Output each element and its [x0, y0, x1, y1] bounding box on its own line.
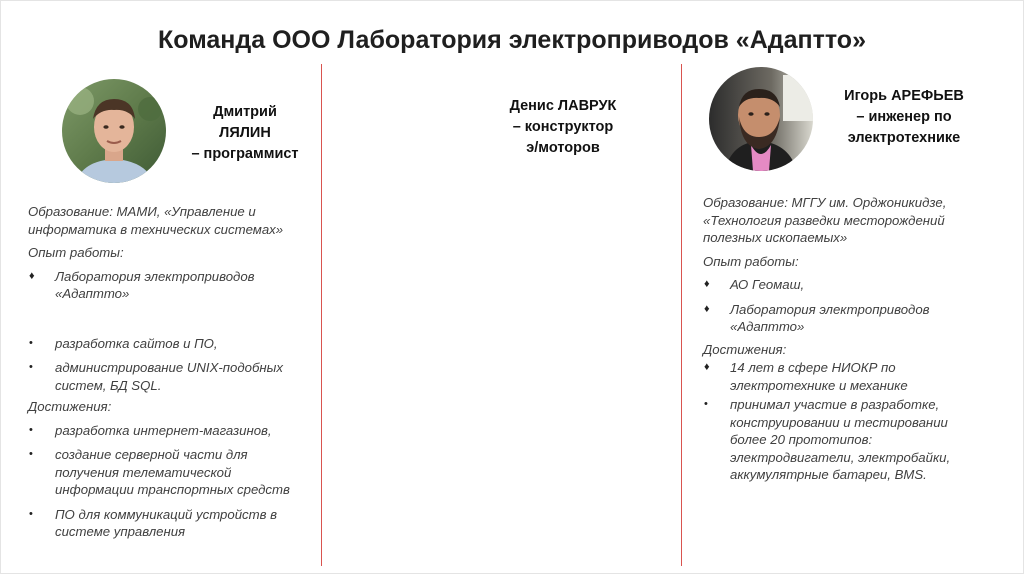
dot-bullet-icon: • — [29, 507, 33, 520]
photo-igor-arefyev — [709, 67, 813, 171]
achievements-label: Достижения: — [28, 399, 112, 414]
item-text: администрирование UNIX-подобных систем, БД SQL. — [55, 360, 283, 393]
item-text: создание серверной части для получения телематической информации транспортных средств — [55, 447, 290, 497]
item-text: Лаборатория электроприводов «Адаптто» — [55, 268, 255, 301]
name-line: – конструктор — [512, 119, 614, 135]
list-item — [28, 268, 313, 303]
column-divider-left — [321, 64, 322, 566]
diamond-bullet-icon: ♦ — [704, 302, 710, 315]
list-item — [28, 359, 313, 394]
diamond-bullet-icon: ♦ — [704, 278, 710, 290]
name-line: Дмитрий — [213, 104, 277, 120]
achievements-list — [28, 422, 313, 541]
name-line: – программист — [191, 146, 299, 162]
experience-label: Опыт работы: — [703, 253, 799, 269]
item-text: ПО для коммуникаций устройств в системе управления — [55, 506, 278, 539]
list-item — [703, 396, 965, 484]
achievements-label: Достижения: — [703, 341, 787, 357]
list-item — [703, 276, 965, 294]
item-text: разработка сайтов и ПО, — [55, 335, 218, 351]
dot-bullet-icon: • — [29, 336, 33, 349]
experience-details-list — [28, 335, 313, 395]
name-line: э/моторов — [526, 140, 600, 156]
dot-bullet-icon: • — [29, 448, 33, 460]
name-line: ЛЯЛИН — [219, 125, 271, 141]
list-item — [703, 301, 965, 336]
person-name-denis — [478, 96, 648, 159]
details-dmitry — [28, 203, 313, 541]
item-text: 14 лет в сфере НИОКР по электротехнике и механике — [730, 360, 908, 393]
item-text: разработка интернет-магазинов, — [55, 422, 272, 438]
item-text: Лаборатория электроприводов «Адаптто» — [730, 301, 930, 334]
name-line: Игорь АРЕФЬЕВ — [844, 88, 964, 104]
name-line: Денис ЛАВРУК — [509, 98, 617, 114]
item-text: АО Геомаш, — [730, 277, 805, 292]
person-name-igor — [820, 86, 988, 149]
dot-bullet-icon: • — [704, 398, 708, 410]
experience-list — [28, 268, 313, 303]
education-text: Образование: МАМИ, «Управление и информатика в технических системах» — [28, 204, 284, 237]
diamond-bullet-icon: ♦ — [704, 361, 710, 373]
list-item — [28, 422, 313, 440]
list-item — [703, 359, 965, 394]
list-item — [28, 446, 313, 499]
achievements-list — [703, 359, 965, 484]
name-line: – инженер по — [856, 109, 952, 125]
photo-dmitry-lyalin — [62, 79, 166, 183]
experience-label: Опыт работы: — [28, 245, 124, 260]
name-line: электротехнике — [847, 130, 961, 146]
experience-list — [703, 276, 965, 336]
slide-title: Команда ООО Лаборатория электроприводов «Адаптто» — [158, 26, 866, 54]
diamond-bullet-icon: ♦ — [29, 269, 35, 282]
details-igor — [703, 194, 965, 484]
list-item — [28, 506, 313, 541]
dot-bullet-icon: • — [29, 361, 33, 373]
item-text: принимал участие в разработке, конструировании и тестировании более 20 прототипов: электродвигатели, электробайки, аккумулятрные батареи, BMS. — [730, 397, 951, 482]
dot-bullet-icon: • — [29, 423, 33, 436]
column-divider-right — [681, 64, 682, 566]
education-text: Образование: МГГУ им. Орджоникидзе, «Технология разведки месторождений полезных ископаемых» — [703, 195, 947, 245]
list-item — [28, 335, 313, 353]
person-name-dmitry — [170, 102, 320, 165]
